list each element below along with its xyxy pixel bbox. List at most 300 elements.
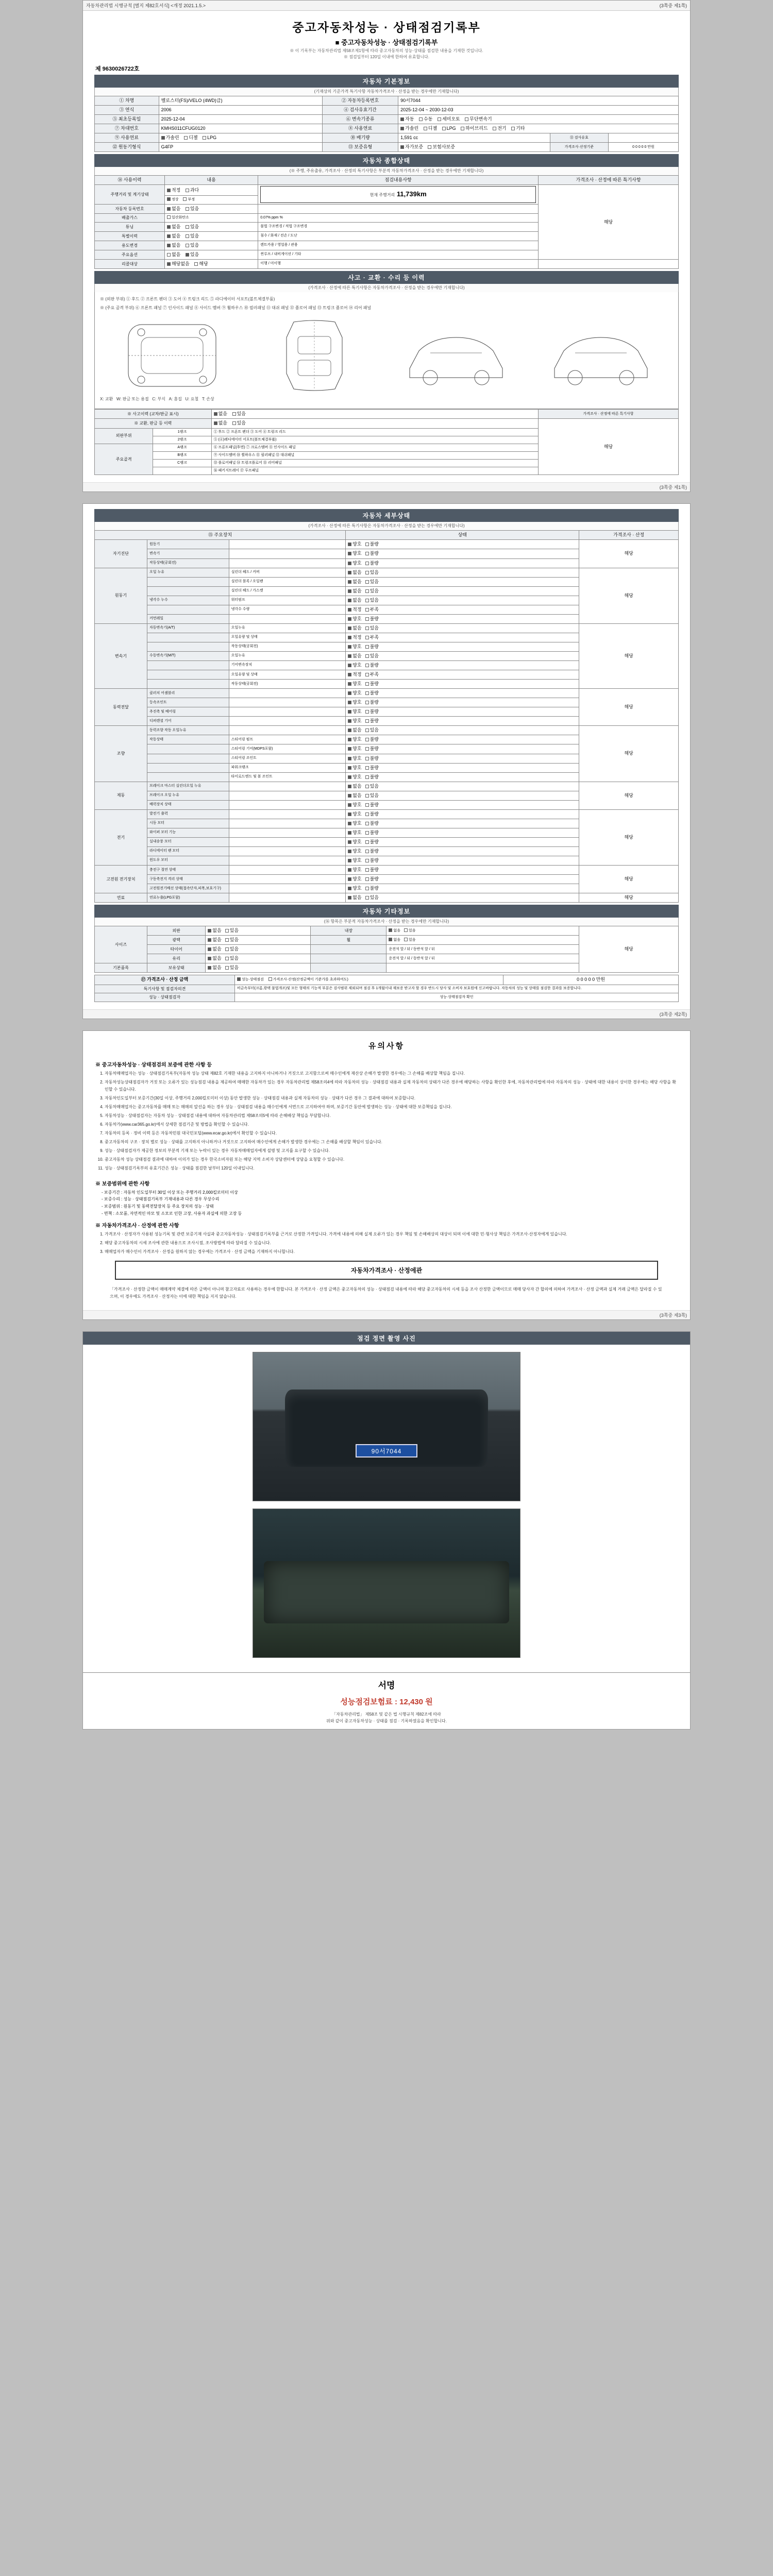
checkbox-5-1-0[interactable] [348, 794, 351, 798]
option-label: 부정 [188, 197, 195, 201]
option-label: 불량 [369, 774, 379, 779]
special-options[interactable] [164, 231, 258, 241]
detail-item-options[interactable] [346, 670, 579, 680]
checkbox-etc-4-0[interactable] [208, 966, 211, 970]
table-row [95, 993, 679, 1002]
checkbox-etc-3-1[interactable] [225, 957, 229, 960]
detail-item-label: 작동상태 [147, 735, 229, 744]
accident-status-options[interactable] [211, 410, 538, 419]
underbody-photo[interactable] [253, 1509, 520, 1658]
option-label: 과다 [190, 187, 199, 193]
notice-heading-1: ※ 중고자동차성능 · 상태점검의 보증에 관한 사항 등 [95, 1062, 212, 1068]
detail-item-sub [229, 866, 346, 875]
checkbox-4-1-0[interactable] [348, 738, 351, 741]
detail-item-options[interactable] [346, 633, 579, 642]
checkbox-5-1-1[interactable] [365, 794, 369, 798]
checkbox-3-0-1[interactable] [365, 691, 369, 695]
checkbox-5-0-0[interactable] [348, 785, 351, 788]
option-label: 양호 [352, 765, 362, 770]
detail-item-sub [229, 689, 346, 698]
detail-group-remark: 해당 [579, 540, 679, 568]
detail-item-label [147, 754, 229, 763]
checkbox-mileage-proper[interactable] [167, 189, 171, 192]
checkbox-1-1-1[interactable] [365, 580, 369, 584]
detail-item-options[interactable] [346, 568, 579, 577]
price-options[interactable] [234, 975, 503, 985]
checkbox-etc-r-1-0[interactable] [389, 938, 392, 941]
detail-item-options[interactable] [346, 726, 579, 735]
checkbox-diesel-2[interactable] [184, 136, 188, 140]
option-label: 자동 [405, 116, 414, 122]
checkbox-7-2-0[interactable] [348, 887, 351, 890]
part-list: ① 후드 ② 프론트 펜더 ③ 도어 ④ 트렁크 리드 [211, 428, 538, 436]
detail-item-options[interactable] [346, 623, 579, 633]
checkbox-etc-1-1[interactable] [225, 938, 229, 942]
checkbox-cvt[interactable] [465, 117, 468, 121]
etc-item-right-options[interactable]: 운전석 앞 / 뒤 / 동반석 앞 / 뒤 [386, 954, 579, 963]
detail-item-label: 발전기 출력 [147, 809, 229, 819]
option-label: 적정 [352, 606, 362, 612]
option-label: 디젤 [189, 135, 198, 141]
detail-group-4: 조향 [95, 726, 147, 782]
checkbox-1-3-0[interactable] [348, 599, 351, 602]
checkbox-6-0-0[interactable] [348, 812, 351, 816]
section-etc-note: (⑯ 항목은 부분적 자동차가격조사 · 산정을 받는 경우에만 기재합니다) [94, 918, 679, 926]
checkbox-4-2-1[interactable] [365, 747, 369, 751]
checkbox-7-1-1[interactable] [365, 877, 369, 881]
col-header: 가격조사 · 산정에 따른 특기사항 [539, 176, 679, 185]
checkbox-4-4-0[interactable] [348, 766, 351, 770]
detail-item-label [147, 633, 229, 642]
detail-item-label: 와이퍼 모터 기능 [147, 828, 229, 837]
col-header: 가격조사 · 산정 [579, 531, 679, 540]
detail-item-label: 배력장치 상태 [147, 800, 229, 809]
cell-label: ⑪ 검사유효 [550, 133, 608, 143]
checkbox-manual[interactable] [419, 117, 423, 121]
option-label: 불량 [369, 848, 379, 854]
checkbox-performance-check[interactable] [237, 977, 241, 981]
notice-item: 6. 자동차가(www.car365.go.kr)에서 상세한 점검기준 및 방법을 확인할 수 있습니다. [105, 1121, 679, 1128]
checkbox-6-2-1[interactable] [365, 831, 369, 835]
checkbox-auto[interactable] [400, 117, 404, 121]
detail-item-options[interactable] [346, 577, 579, 586]
checkbox-6-4-1[interactable] [365, 850, 369, 853]
checkbox-special-exists[interactable] [186, 234, 189, 238]
checkbox-1-0-0[interactable] [348, 571, 351, 574]
etc-item-right-options[interactable] [386, 963, 579, 973]
option-label: 부족 [369, 634, 379, 640]
recall-options[interactable] [164, 260, 258, 269]
sheet-1 [82, 0, 691, 492]
checkbox-1-0-1[interactable] [365, 571, 369, 574]
checkbox-2-2-0[interactable] [348, 645, 351, 649]
checkbox-1-1-0[interactable] [348, 580, 351, 584]
checkbox-gasoline[interactable] [400, 127, 404, 130]
detail-item-options[interactable] [346, 642, 579, 651]
checkbox-etc-r-0-0[interactable] [389, 928, 392, 932]
checkbox-4-5-0[interactable] [348, 775, 351, 779]
detail-item-options[interactable] [346, 875, 579, 884]
detail-item-options[interactable] [346, 837, 579, 846]
checkbox-4-3-1[interactable] [365, 757, 369, 760]
car-diagram-side-right[interactable] [547, 317, 655, 394]
detail-item-options[interactable] [346, 866, 579, 875]
checkbox-hybrid[interactable] [461, 127, 464, 130]
checkbox-0-1-0[interactable] [348, 552, 351, 555]
regnum-extra [258, 205, 539, 214]
checkbox-regnum-exists[interactable] [186, 207, 189, 211]
detail-item-options[interactable] [346, 596, 579, 605]
photo-area [83, 1345, 690, 1672]
checkbox-6-5-0[interactable] [348, 859, 351, 862]
detail-item-options[interactable] [346, 605, 579, 614]
checkbox-6-3-1[interactable] [365, 840, 369, 844]
checkbox-lpg[interactable] [442, 127, 446, 130]
cell-label: ① 차명 [95, 96, 159, 106]
checkbox-2-6-1[interactable] [365, 682, 369, 686]
detail-item-options[interactable] [346, 754, 579, 763]
checkbox-1-3-1[interactable] [365, 599, 369, 602]
checkbox-4-5-1[interactable] [365, 775, 369, 779]
option-label: 있음 [369, 579, 379, 584]
checkbox-2-3-0[interactable] [348, 654, 351, 658]
checkbox-2-2-1[interactable] [365, 645, 369, 649]
checkbox-gasoline-2[interactable] [161, 136, 165, 140]
checkbox-electric[interactable] [493, 127, 496, 130]
checkbox-options-none[interactable] [167, 253, 171, 257]
checkbox-price-survey[interactable] [268, 977, 272, 981]
option-label: 있음 [409, 928, 416, 933]
checkbox-6-0-1[interactable] [365, 812, 369, 816]
checkbox-5-2-0[interactable] [348, 803, 351, 807]
option-label: 불량 [369, 663, 379, 668]
checkbox-4-3-0[interactable] [348, 757, 351, 760]
checkbox-lpg-2[interactable] [203, 136, 206, 140]
checkbox-2-1-0[interactable] [348, 636, 351, 639]
checkbox-3-1-1[interactable] [365, 701, 369, 704]
fuel-options-2[interactable] [159, 133, 322, 143]
option-label: 양호 [352, 737, 362, 742]
table-row [95, 419, 679, 428]
option-label: 불량 [369, 820, 379, 826]
regnum-options[interactable] [164, 205, 258, 214]
checkbox-2-5-1[interactable] [365, 673, 369, 676]
detail-item-options[interactable] [346, 651, 579, 660]
photo-section-title: 점검 정면 촬영 사진 [83, 1332, 690, 1345]
checkbox-etc-2-1[interactable] [225, 947, 229, 951]
detail-item-options[interactable] [346, 707, 579, 717]
detail-item-options[interactable] [346, 819, 579, 828]
option-label: 양호 [352, 681, 362, 687]
option-label: 양호 [352, 700, 362, 705]
checkbox-1-4-1[interactable] [365, 608, 369, 612]
notice-item: 11. 성능 · 상태점검기록부의 유효기간은 성능 · 상태를 점검한 날부터 120일 이내입니다. [105, 1165, 679, 1172]
checkbox-etc-4-1[interactable] [225, 966, 229, 970]
etc-remark: 해당 [579, 926, 679, 973]
detail-item-options[interactable] [346, 689, 579, 698]
detail-item-options[interactable] [346, 735, 579, 744]
checkbox-3-1-0[interactable] [348, 701, 351, 704]
checkbox-3-3-0[interactable] [348, 719, 351, 723]
checkbox-3-2-1[interactable] [365, 710, 369, 714]
etc-item-options[interactable] [206, 963, 311, 973]
option-label: 없음 [352, 792, 362, 798]
checkbox-0-2-0[interactable] [348, 562, 351, 565]
cell-label: ③ 연식 [95, 106, 159, 115]
checkbox-etc-0-0[interactable] [208, 929, 211, 933]
detail-item-label: 오일 누유 [147, 568, 229, 577]
checkbox-etc-3-0[interactable] [208, 957, 211, 960]
detail-group-remark: 해당 [579, 689, 679, 726]
recall-remark [539, 260, 679, 269]
front-photo[interactable] [253, 1352, 520, 1501]
detail-item-options[interactable] [346, 558, 579, 568]
checkbox-7-2-1[interactable] [365, 887, 369, 890]
checkbox-7-0-1[interactable] [365, 868, 369, 872]
car-diagram-top[interactable] [263, 317, 366, 394]
checkbox-2-4-1[interactable] [365, 664, 369, 667]
transmission-options[interactable] [398, 115, 679, 124]
detail-item-options[interactable] [346, 680, 579, 689]
checkbox-6-3-0[interactable] [348, 840, 351, 844]
detail-table-body [95, 540, 679, 903]
etc-item-right-options[interactable]: 운전석 앞 / 뒤 / 동반석 앞 / 뒤 [386, 945, 579, 954]
detail-item-sub: 스티어링 기어(MDPS포함) [229, 744, 346, 754]
checkbox-semiauto[interactable] [438, 117, 441, 121]
checkbox-2-6-0[interactable] [348, 682, 351, 686]
option-label: 없음 [171, 233, 181, 239]
detail-item-options[interactable] [346, 540, 579, 549]
checkbox-recall-na[interactable] [167, 262, 171, 266]
detail-item-options[interactable] [346, 809, 579, 819]
detail-item-options[interactable] [346, 884, 579, 893]
legend-outer: ※ (외판 부위) ① 후드 ② 프론트 펜더 ③ 도어 ④ 트렁크 리드 ⑤ 라디에이터 서포트(볼트체결부품) [100, 297, 275, 302]
detail-item-sub [229, 893, 346, 903]
checkbox-etc-0-1[interactable] [225, 929, 229, 933]
option-label: 보험사보증 [432, 144, 455, 150]
checkbox-tuning-exists[interactable] [186, 225, 189, 229]
detail-group-remark: 해당 [579, 568, 679, 623]
checkbox-3-0-0[interactable] [348, 691, 351, 695]
tuning-options[interactable] [164, 222, 258, 231]
detail-item-options[interactable] [346, 846, 579, 856]
checkbox-6-1-0[interactable] [348, 822, 351, 825]
checkbox-regnum-none[interactable] [167, 207, 171, 211]
etc-item-right-options[interactable] [386, 936, 579, 945]
detail-item-sub [229, 856, 346, 866]
option-label: 세미오토 [442, 116, 460, 122]
option-label: 불량 [369, 811, 379, 817]
checkbox-gauge-normal[interactable] [167, 197, 171, 201]
option-label: 없음 [212, 965, 222, 971]
checkbox-8-0-0[interactable] [348, 896, 351, 900]
option-label: 적정 [352, 634, 362, 640]
detail-item-sub [229, 837, 346, 846]
checkbox-0-1-1[interactable] [365, 552, 369, 555]
major-options[interactable] [164, 250, 258, 259]
checkbox-diesel[interactable] [424, 127, 427, 130]
basic-info-table [94, 96, 679, 152]
price-estimate-table [94, 975, 679, 1002]
detail-item-options[interactable] [346, 856, 579, 866]
checkbox-accident-none[interactable] [214, 412, 217, 416]
etc-item-options[interactable] [206, 945, 311, 954]
detail-item-sub: 작동상태(공회전) [229, 642, 346, 651]
option-label: 있음 [190, 251, 199, 257]
checkbox-etc-2-0[interactable] [208, 947, 211, 951]
warranty-options[interactable] [398, 143, 550, 152]
option-label: 양호 [352, 829, 362, 835]
option-label: 불량 [369, 551, 379, 556]
detail-item-label [147, 661, 229, 670]
option-label: 없음 [352, 783, 362, 789]
checkbox-1-2-1[interactable] [365, 589, 369, 593]
checkbox-etc-r-0-1[interactable] [404, 928, 408, 932]
detail-item-options[interactable] [346, 800, 579, 809]
checkbox-7-0-0[interactable] [348, 868, 351, 872]
cell-label: ② 자동차등록번호 [322, 96, 398, 106]
checkbox-0-0-0[interactable] [348, 543, 351, 546]
checkbox-0-0-1[interactable] [365, 543, 369, 546]
checkbox-accident-exists[interactable] [232, 412, 236, 416]
detail-item-label [147, 763, 229, 772]
checkbox-1-4-0[interactable] [348, 608, 351, 612]
checkbox-4-2-0[interactable] [348, 747, 351, 751]
detail-item-label: 클러치 어셈블리 [147, 689, 229, 698]
cell-value: 90서7044 [398, 96, 679, 106]
section-overall-note: (※ 주행, 주유출유, 가격조사 · 산정의 특기사항은 부분적 자동차가격조사 · 산정을 받는 경우에만 기재합니다) [94, 167, 679, 175]
checkbox-5-2-1[interactable] [365, 803, 369, 807]
option-label: 양호 [352, 616, 362, 621]
checkbox-3-2-0[interactable] [348, 710, 351, 714]
cell-value: 벨로스터(FS)/VELO (4WD)급) [159, 96, 322, 106]
mileage-gauge-options[interactable] [164, 195, 258, 204]
checkbox-1-5-0[interactable] [348, 617, 351, 621]
checkbox-co[interactable] [167, 215, 171, 219]
detail-item-options[interactable] [346, 763, 579, 772]
detail-item-options[interactable] [346, 717, 579, 726]
checkbox-6-5-1[interactable] [365, 859, 369, 862]
checkbox-self-warranty[interactable] [400, 145, 404, 149]
checkbox-repair-none[interactable] [214, 421, 217, 425]
detail-item-options[interactable] [346, 828, 579, 837]
detail-group-2: 변속기 [95, 623, 147, 688]
table-row [95, 726, 679, 735]
checkbox-etc-r-1-1[interactable] [404, 938, 408, 941]
detail-item-options[interactable] [346, 791, 579, 800]
table-row [95, 926, 679, 936]
checkbox-0-2-1[interactable] [365, 562, 369, 565]
checkbox-2-3-1[interactable] [365, 654, 369, 658]
etc-table-body [95, 926, 679, 973]
sheet-1-topbar [83, 1, 690, 11]
checkbox-options-exists[interactable] [186, 253, 189, 257]
checkbox-repair-exists[interactable] [232, 421, 236, 425]
option-label: 없음 [171, 224, 181, 229]
detail-item-options[interactable] [346, 661, 579, 670]
checkbox-gauge-abnormal[interactable] [183, 197, 187, 201]
checkbox-usage-none[interactable] [167, 244, 171, 247]
fuel-options[interactable] [398, 124, 679, 133]
etc-table [94, 926, 679, 973]
checkbox-5-0-1[interactable] [365, 785, 369, 788]
checkbox-2-4-0[interactable] [348, 664, 351, 667]
detail-item-label: 작동상태(공회전) [147, 558, 229, 568]
checkbox-1-5-1[interactable] [365, 617, 369, 621]
checkbox-recall-yes[interactable] [194, 262, 198, 266]
checkbox-2-5-0[interactable] [348, 673, 351, 676]
checkbox-1-2-0[interactable] [348, 589, 351, 593]
checkbox-mileage-excess[interactable] [186, 189, 189, 192]
etc-item-options[interactable] [206, 954, 311, 963]
etc-item-right-options[interactable] [386, 926, 579, 936]
mark-legend: X: 교환 W: 판금 또는 용접 C: 부식 A: 흠집 U: 요철 T: 손상 [100, 396, 214, 401]
car-diagram-left[interactable] [118, 317, 226, 394]
detail-item-sub: 작동상태(공회전) [229, 680, 346, 689]
checkbox-4-0-0[interactable] [348, 728, 351, 732]
checkbox-insurance-warranty[interactable] [428, 145, 431, 149]
repair-status-options[interactable] [211, 419, 538, 428]
checkbox-2-1-1[interactable] [365, 636, 369, 639]
checkbox-4-0-1[interactable] [365, 728, 369, 732]
checkbox-2-0-1[interactable] [365, 626, 369, 630]
etc-item-options[interactable] [206, 936, 311, 945]
detail-item-options[interactable] [346, 744, 579, 754]
checkbox-special-none[interactable] [167, 234, 171, 238]
checkbox-7-1-0[interactable] [348, 877, 351, 881]
checkbox-6-4-0[interactable] [348, 850, 351, 853]
detail-item-options[interactable] [346, 586, 579, 596]
etc-item-label: 광택 [147, 936, 205, 945]
checkbox-2-0-0[interactable] [348, 626, 351, 630]
option-label: 일산화탄소 [171, 215, 189, 219]
checkbox-8-0-1[interactable] [365, 896, 369, 900]
notice-item-3: 2. 해당 중고자동차의 시세 조사에 관한 내용으로 조사시점, 조사방법에 따라 달라질 수 있습니다. [105, 1240, 679, 1247]
detail-item-label [147, 605, 229, 614]
car-diagram-side-left[interactable] [402, 317, 510, 394]
option-label: 없음 [171, 242, 181, 248]
mileage-options[interactable] [164, 185, 258, 196]
checkbox-4-1-1[interactable] [365, 738, 369, 741]
usage-options[interactable] [164, 241, 258, 250]
detail-item-options[interactable] [346, 772, 579, 782]
notice-item: 4. 자동차매매업자는 중고자동차를 매매 또는 매매의 알선을 하는 경우 성능 · 상태점검 내용을 매수인에게 서면으로 고지하여야 하며, 보증기간 동안에 발생하는 성능 · 상태에 대한 보증책임을 집니다. [105, 1104, 679, 1111]
detail-item-options[interactable] [346, 614, 579, 623]
option-label: 양호 [352, 663, 362, 668]
detail-item-options[interactable] [346, 549, 579, 558]
checkbox-6-2-0[interactable] [348, 831, 351, 835]
checkbox-6-1-1[interactable] [365, 822, 369, 825]
option-label: 가솔린 [405, 126, 419, 131]
checkbox-usage-exists[interactable] [186, 244, 189, 247]
detail-item-options[interactable] [346, 698, 579, 707]
checkbox-4-4-1[interactable] [365, 766, 369, 770]
cell-label: ⑥ 변속기종류 [322, 115, 398, 124]
option-label: 있음 [229, 928, 239, 934]
option-label: 불량 [369, 690, 379, 696]
part-rank: B랭크 [153, 451, 211, 459]
detail-item-options[interactable] [346, 893, 579, 903]
emission-options[interactable] [164, 214, 258, 223]
detail-group-remark: 해당 [579, 623, 679, 688]
table-row [95, 893, 679, 903]
etc-item-options[interactable] [206, 926, 311, 936]
detail-item-options[interactable] [346, 782, 579, 791]
checkbox-3-3-1[interactable] [365, 719, 369, 723]
checkbox-etc-1-0[interactable] [208, 938, 211, 942]
checkbox-tuning-none[interactable] [167, 225, 171, 229]
checkbox-fuel-other[interactable] [511, 127, 515, 130]
